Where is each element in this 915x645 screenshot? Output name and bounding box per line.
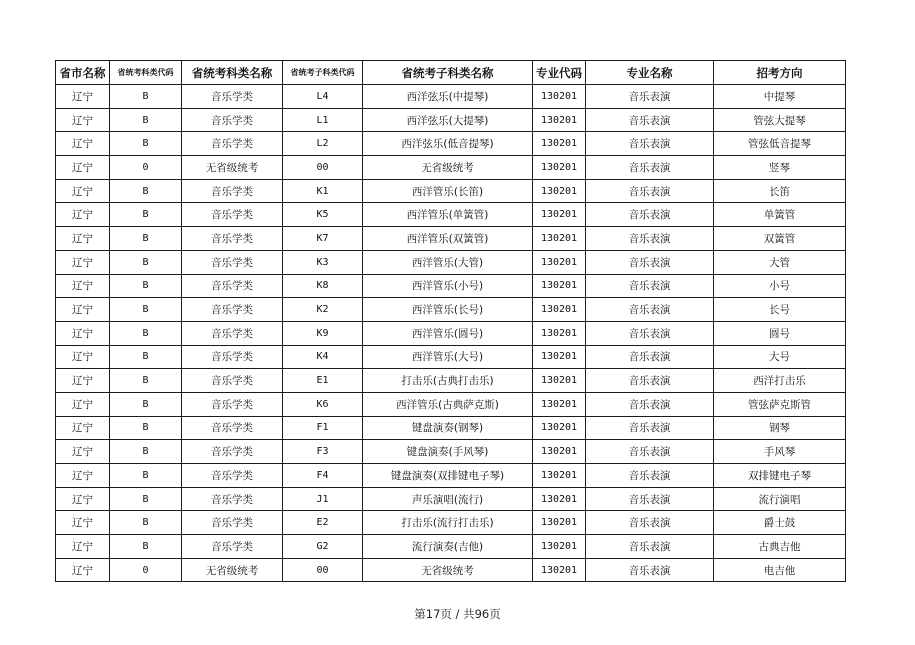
cell-subcategory-name: 西洋弦乐(低音提琴): [363, 132, 533, 156]
cell-category-code: B: [110, 108, 182, 132]
cell-subcategory-name: 西洋弦乐(中提琴): [363, 85, 533, 109]
cell-province: 辽宁: [56, 535, 110, 559]
cell-category-name: 音乐学类: [182, 345, 283, 369]
enrollment-table: [55, 60, 846, 582]
cell-major-code: 130201: [533, 511, 586, 535]
cell-subcategory-name: 西洋管乐(古典萨克斯): [363, 392, 533, 416]
cell-category-code: B: [110, 227, 182, 251]
table-row: [56, 179, 846, 203]
header-province: 省市名称: [56, 61, 110, 85]
cell-major-name: 音乐表演: [586, 535, 714, 559]
cell-province: 辽宁: [56, 250, 110, 274]
cell-category-code: B: [110, 535, 182, 559]
cell-province: 辽宁: [56, 85, 110, 109]
cell-major-code: 130201: [533, 132, 586, 156]
cell-province: 辽宁: [56, 558, 110, 582]
cell-subcategory-code: F4: [283, 464, 363, 488]
cell-province: 辽宁: [56, 392, 110, 416]
cell-direction: 爵士鼓: [714, 511, 846, 535]
header-subcategory-name: 省统考子科类名称: [363, 61, 533, 85]
cell-subcategory-code: E2: [283, 511, 363, 535]
cell-major-name: 音乐表演: [586, 345, 714, 369]
cell-major-code: 130201: [533, 464, 586, 488]
table-row: [56, 108, 846, 132]
cell-major-name: 音乐表演: [586, 156, 714, 180]
page-footer: 第17页 / 共96页: [414, 607, 501, 621]
cell-direction: 单簧管: [714, 203, 846, 227]
table-row: [56, 558, 846, 582]
cell-province: 辽宁: [56, 203, 110, 227]
table-row: [56, 298, 846, 322]
table-row: [56, 464, 846, 488]
cell-subcategory-code: K4: [283, 345, 363, 369]
cell-category-code: B: [110, 416, 182, 440]
cell-province: 辽宁: [56, 345, 110, 369]
cell-subcategory-name: 西洋管乐(单簧管): [363, 203, 533, 227]
cell-category-code: B: [110, 392, 182, 416]
cell-direction: 小号: [714, 274, 846, 298]
cell-subcategory-name: 无省级统考: [363, 558, 533, 582]
cell-major-name: 音乐表演: [586, 298, 714, 322]
cell-subcategory-name: 键盘演奏(手风琴): [363, 440, 533, 464]
cell-category-code: B: [110, 179, 182, 203]
cell-major-code: 130201: [533, 250, 586, 274]
cell-category-code: B: [110, 487, 182, 511]
cell-subcategory-name: 西洋管乐(长笛): [363, 179, 533, 203]
cell-direction: 长笛: [714, 179, 846, 203]
cell-subcategory-name: 西洋管乐(大号): [363, 345, 533, 369]
cell-category-name: 音乐学类: [182, 369, 283, 393]
cell-category-code: B: [110, 321, 182, 345]
cell-direction: 中提琴: [714, 85, 846, 109]
cell-direction: 大号: [714, 345, 846, 369]
table-row: [56, 274, 846, 298]
cell-direction: 长号: [714, 298, 846, 322]
cell-province: 辽宁: [56, 298, 110, 322]
cell-direction: 钢琴: [714, 416, 846, 440]
cell-category-name: 无省级统考: [182, 156, 283, 180]
cell-direction: 大管: [714, 250, 846, 274]
cell-major-code: 130201: [533, 108, 586, 132]
cell-subcategory-name: 键盘演奏(钢琴): [363, 416, 533, 440]
cell-subcategory-name: 西洋管乐(双簧管): [363, 227, 533, 251]
cell-category-name: 无省级统考: [182, 558, 283, 582]
cell-major-name: 音乐表演: [586, 511, 714, 535]
cell-subcategory-code: L1: [283, 108, 363, 132]
cell-direction: 管弦低音提琴: [714, 132, 846, 156]
cell-category-name: 音乐学类: [182, 250, 283, 274]
table-row: [56, 440, 846, 464]
header-major-code: 专业代码: [533, 61, 586, 85]
cell-province: 辽宁: [56, 464, 110, 488]
cell-major-name: 音乐表演: [586, 558, 714, 582]
cell-direction: 管弦大提琴: [714, 108, 846, 132]
cell-subcategory-code: L2: [283, 132, 363, 156]
table-row: [56, 250, 846, 274]
header-category-name: 省统考科类名称: [182, 61, 283, 85]
cell-category-code: 0: [110, 558, 182, 582]
cell-subcategory-code: F1: [283, 416, 363, 440]
cell-category-code: B: [110, 132, 182, 156]
cell-major-name: 音乐表演: [586, 132, 714, 156]
cell-major-code: 130201: [533, 85, 586, 109]
cell-major-code: 130201: [533, 416, 586, 440]
cell-subcategory-code: K1: [283, 179, 363, 203]
cell-category-code: 0: [110, 156, 182, 180]
cell-major-code: 130201: [533, 369, 586, 393]
cell-category-code: B: [110, 511, 182, 535]
cell-category-name: 音乐学类: [182, 85, 283, 109]
cell-major-name: 音乐表演: [586, 179, 714, 203]
cell-category-name: 音乐学类: [182, 321, 283, 345]
cell-direction: 手风琴: [714, 440, 846, 464]
cell-major-code: 130201: [533, 345, 586, 369]
cell-subcategory-name: 无省级统考: [363, 156, 533, 180]
cell-category-name: 音乐学类: [182, 108, 283, 132]
cell-major-code: 130201: [533, 558, 586, 582]
cell-province: 辽宁: [56, 108, 110, 132]
cell-major-name: 音乐表演: [586, 440, 714, 464]
cell-major-name: 音乐表演: [586, 274, 714, 298]
cell-direction: 双簧管: [714, 227, 846, 251]
cell-subcategory-code: K5: [283, 203, 363, 227]
cell-category-name: 音乐学类: [182, 203, 283, 227]
cell-subcategory-name: 打击乐(流行打击乐): [363, 511, 533, 535]
cell-subcategory-code: 00: [283, 558, 363, 582]
cell-subcategory-code: K9: [283, 321, 363, 345]
cell-subcategory-code: K3: [283, 250, 363, 274]
cell-category-name: 音乐学类: [182, 227, 283, 251]
cell-province: 辽宁: [56, 132, 110, 156]
cell-category-name: 音乐学类: [182, 179, 283, 203]
cell-major-name: 音乐表演: [586, 464, 714, 488]
cell-subcategory-code: K8: [283, 274, 363, 298]
table-row: [56, 321, 846, 345]
cell-subcategory-name: 西洋管乐(长号): [363, 298, 533, 322]
table-row: [56, 203, 846, 227]
cell-category-code: B: [110, 85, 182, 109]
cell-category-code: B: [110, 345, 182, 369]
cell-subcategory-code: K6: [283, 392, 363, 416]
cell-direction: 电吉他: [714, 558, 846, 582]
cell-subcategory-code: 00: [283, 156, 363, 180]
cell-category-name: 音乐学类: [182, 416, 283, 440]
cell-subcategory-name: 西洋管乐(圆号): [363, 321, 533, 345]
cell-category-name: 音乐学类: [182, 392, 283, 416]
cell-major-name: 音乐表演: [586, 392, 714, 416]
cell-major-code: 130201: [533, 321, 586, 345]
cell-province: 辽宁: [56, 416, 110, 440]
table-row: [56, 85, 846, 109]
cell-major-name: 音乐表演: [586, 416, 714, 440]
cell-subcategory-name: 流行演奏(吉他): [363, 535, 533, 559]
cell-category-name: 音乐学类: [182, 464, 283, 488]
enrollment-table-container: [55, 60, 845, 582]
cell-category-code: B: [110, 274, 182, 298]
cell-category-name: 音乐学类: [182, 298, 283, 322]
cell-major-name: 音乐表演: [586, 321, 714, 345]
cell-subcategory-code: F3: [283, 440, 363, 464]
cell-major-code: 130201: [533, 179, 586, 203]
cell-major-code: 130201: [533, 535, 586, 559]
table-row: [56, 132, 846, 156]
cell-direction: 西洋打击乐: [714, 369, 846, 393]
cell-subcategory-name: 西洋弦乐(大提琴): [363, 108, 533, 132]
cell-major-name: 音乐表演: [586, 487, 714, 511]
cell-category-code: B: [110, 203, 182, 227]
cell-major-code: 130201: [533, 392, 586, 416]
cell-major-name: 音乐表演: [586, 203, 714, 227]
cell-province: 辽宁: [56, 487, 110, 511]
cell-direction: 古典吉他: [714, 535, 846, 559]
cell-category-name: 音乐学类: [182, 487, 283, 511]
cell-major-code: 130201: [533, 274, 586, 298]
cell-province: 辽宁: [56, 274, 110, 298]
table-row: [56, 511, 846, 535]
cell-major-name: 音乐表演: [586, 108, 714, 132]
cell-major-name: 音乐表演: [586, 369, 714, 393]
cell-subcategory-code: K2: [283, 298, 363, 322]
cell-subcategory-name: 西洋管乐(大管): [363, 250, 533, 274]
table-row: [56, 487, 846, 511]
cell-province: 辽宁: [56, 156, 110, 180]
cell-province: 辽宁: [56, 227, 110, 251]
cell-province: 辽宁: [56, 369, 110, 393]
cell-province: 辽宁: [56, 321, 110, 345]
cell-direction: 圆号: [714, 321, 846, 345]
table-row: [56, 345, 846, 369]
cell-subcategory-name: 西洋管乐(小号): [363, 274, 533, 298]
header-subcategory-code: 省统考子科类代码: [283, 61, 363, 85]
header-direction: 招考方向: [714, 61, 846, 85]
cell-subcategory-name: 声乐演唱(流行): [363, 487, 533, 511]
table-header-row: [56, 61, 846, 85]
cell-subcategory-name: 打击乐(古典打击乐): [363, 369, 533, 393]
cell-category-name: 音乐学类: [182, 440, 283, 464]
table-row: [56, 392, 846, 416]
cell-category-name: 音乐学类: [182, 511, 283, 535]
cell-province: 辽宁: [56, 179, 110, 203]
table-row: [56, 369, 846, 393]
cell-direction: 双排键电子琴: [714, 464, 846, 488]
cell-major-code: 130201: [533, 298, 586, 322]
cell-major-name: 音乐表演: [586, 227, 714, 251]
table-body: [56, 85, 846, 582]
header-major-name: 专业名称: [586, 61, 714, 85]
cell-province: 辽宁: [56, 440, 110, 464]
cell-major-code: 130201: [533, 440, 586, 464]
cell-category-code: B: [110, 369, 182, 393]
cell-direction: 流行演唱: [714, 487, 846, 511]
cell-category-code: B: [110, 298, 182, 322]
cell-subcategory-code: L4: [283, 85, 363, 109]
cell-major-name: 音乐表演: [586, 85, 714, 109]
cell-major-code: 130201: [533, 227, 586, 251]
cell-subcategory-code: K7: [283, 227, 363, 251]
cell-major-code: 130201: [533, 203, 586, 227]
cell-category-code: B: [110, 464, 182, 488]
cell-direction: 管弦萨克斯管: [714, 392, 846, 416]
table-row: [56, 535, 846, 559]
cell-major-code: 130201: [533, 487, 586, 511]
cell-category-code: B: [110, 440, 182, 464]
cell-major-code: 130201: [533, 156, 586, 180]
cell-category-name: 音乐学类: [182, 274, 283, 298]
cell-subcategory-code: G2: [283, 535, 363, 559]
cell-province: 辽宁: [56, 511, 110, 535]
header-category-code: 省统考科类代码: [110, 61, 182, 85]
cell-subcategory-code: E1: [283, 369, 363, 393]
cell-subcategory-code: J1: [283, 487, 363, 511]
table-row: [56, 156, 846, 180]
cell-category-name: 音乐学类: [182, 132, 283, 156]
table-row: [56, 227, 846, 251]
cell-category-name: 音乐学类: [182, 535, 283, 559]
cell-major-name: 音乐表演: [586, 250, 714, 274]
table-row: [56, 416, 846, 440]
cell-subcategory-name: 键盘演奏(双排键电子琴): [363, 464, 533, 488]
cell-direction: 竖琴: [714, 156, 846, 180]
cell-category-code: B: [110, 250, 182, 274]
